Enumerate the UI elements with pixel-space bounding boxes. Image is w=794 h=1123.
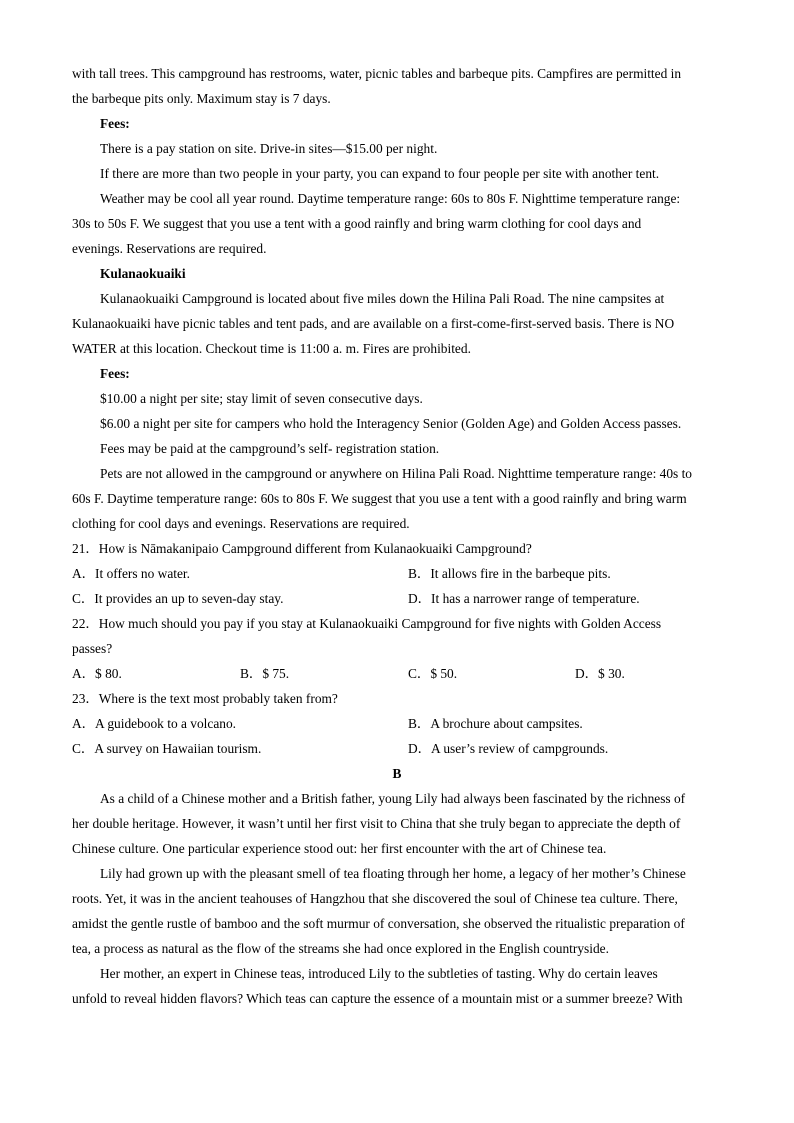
option-b[interactable]: B．A brochure about campsites. [408, 716, 583, 731]
option-b[interactable]: B．It allows fire in the barbeque pits. [408, 566, 611, 581]
campground-line: Kulanaokuaiki have picnic tables and tent pads, and are available on a first-come-first-served basis. There is NO [72, 316, 675, 331]
pets-line: 60s F. Daytime temperature range: 60s to 80s F. We suggest that you use a tent with a good rainfly and bring warm [72, 491, 687, 506]
option-a[interactable]: A．It offers no water. [72, 566, 191, 581]
option-c[interactable]: C．It provides an up to seven-day stay. [72, 591, 284, 606]
passage-b-line: her double heritage. However, it wasn’t until her first visit to China that she truly began to appreciate the depth of [72, 816, 681, 831]
passage-b-line: tea, a process as natural as the flow of the streams she had once explored in the English countryside. [72, 941, 609, 956]
pets-line: Pets are not allowed in the campground or anywhere on Hilina Pali Road. Nighttime temperature range: 40s to [100, 466, 693, 481]
option-c[interactable]: C．$ 50. [408, 666, 458, 681]
passage-b-line: roots. Yet, it was in the ancient teahouses of Hangzhou that she discovered the soul of Chinese tea culture. There, [72, 891, 678, 906]
option-b[interactable]: B．$ 75. [240, 666, 290, 681]
question-22-options-row [72, 661, 722, 686]
fees-line: $10.00 a night per site; stay limit of seven consecutive days. [100, 391, 423, 406]
fees-line: Fees may be paid at the campground’s self- registration station. [100, 441, 440, 456]
fees-line: There is a pay station on site. Drive-in sites—$15.00 per night. [100, 141, 438, 156]
option-d[interactable]: D．$ 30. [575, 666, 625, 681]
option-d[interactable]: D．A user’s review of campgrounds. [408, 741, 609, 756]
option-c[interactable]: C．A survey on Hawaiian tourism. [72, 741, 262, 756]
passage-b-line: Her mother, an expert in Chinese teas, introduced Lily to the subtleties of tasting. Why do certain leaves [100, 966, 658, 981]
question-21-options-row-2 [72, 586, 722, 611]
weather-line: evenings. Reservations are required. [72, 241, 267, 256]
question-23-stem: 23．Where is the text most probably taken from? [72, 691, 338, 706]
document-page [72, 61, 722, 1011]
campground-line: Kulanaokuaiki Campground is located about five miles down the Hilina Pali Road. The nine campsites at [100, 291, 665, 306]
option-d[interactable]: D．It has a narrower range of temperature. [408, 591, 640, 606]
campground-heading: Kulanaokuaiki [100, 266, 186, 281]
passage-b-line: amidst the gentle rustle of bamboo and the soft murmur of conversation, she observed the ritualistic preparation of [72, 916, 685, 931]
passage-b-line: As a child of a Chinese mother and a British father, young Lily had always been fascinated by the richness of [100, 791, 686, 806]
question-23-options-row-1 [72, 711, 722, 736]
campground-line: WATER at this location. Checkout time is 11:00 a. m. Fires are prohibited. [72, 341, 471, 356]
option-a[interactable]: A．$ 80. [72, 666, 122, 681]
passage-b-line: Chinese culture. One particular experience stood out: her first encounter with the art of Chinese tea. [72, 841, 607, 856]
fees-heading: Fees: [100, 116, 130, 131]
passage-a-line: with tall trees. This campground has restrooms, water, picnic tables and barbeque pits. Campfires are permitted in [72, 66, 682, 81]
weather-line: Weather may be cool all year round. Daytime temperature range: 60s to 80s F. Nighttime temperature range: [100, 191, 681, 206]
fees-heading: Fees: [100, 366, 130, 381]
question-22-stem: passes? [72, 641, 113, 656]
passage-b-line: Lily had grown up with the pleasant smell of tea floating through her home, a legacy of her mother’s Chinese [100, 866, 686, 881]
weather-line: 30s to 50s F. We suggest that you use a tent with a good rainfly and bring warm clothing for cool days and [72, 216, 642, 231]
fees-line: If there are more than two people in your party, you can expand to four people per site with another tent. [100, 166, 660, 181]
fees-line: $6.00 a night per site for campers who hold the Interagency Senior (Golden Age) and Golden Access passes. [100, 416, 682, 431]
passage-b-line: unfold to reveal hidden flavors? Which teas can capture the essence of a mountain mist or a summer breeze? With [72, 991, 683, 1006]
question-21-options-row-1 [72, 561, 722, 586]
pets-line: clothing for cool days and evenings. Reservations are required. [72, 516, 410, 531]
question-23-options-row-2 [72, 736, 722, 761]
question-21-stem: 21．How is Nāmakanipaio Campground different from Kulanaokuaiki Campground? [72, 541, 532, 556]
question-22-stem: 22．How much should you pay if you stay at Kulanaokuaiki Campground for five nights with Golden Access [72, 616, 662, 631]
passage-a-line: the barbeque pits only. Maximum stay is 7 days. [72, 91, 331, 106]
option-a[interactable]: A．A guidebook to a volcano. [72, 716, 237, 731]
section-b-heading: B [392, 766, 402, 781]
